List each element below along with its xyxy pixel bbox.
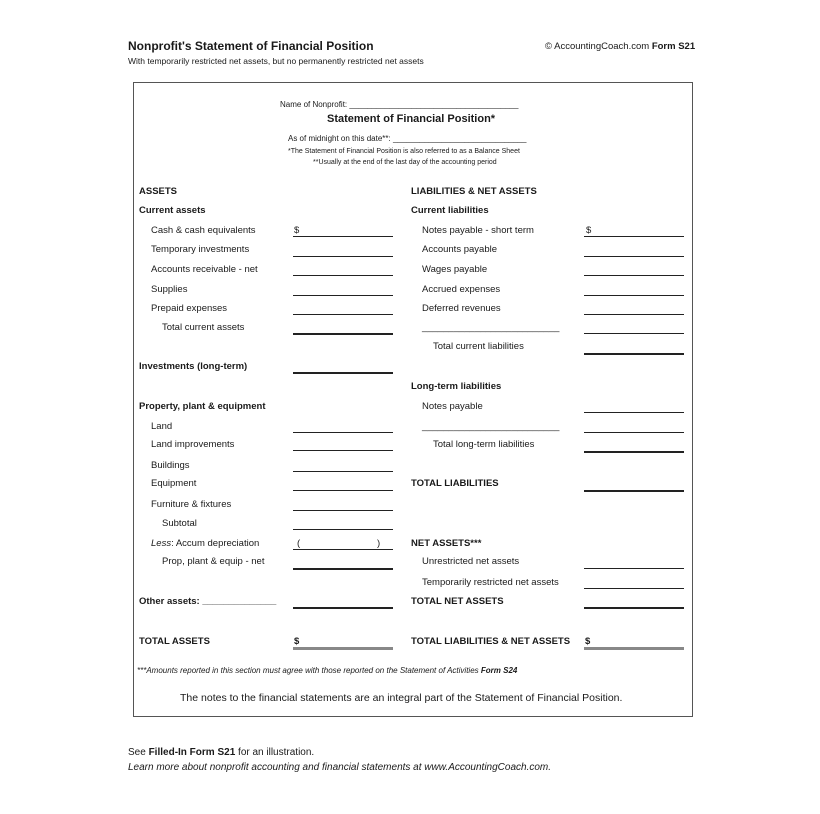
current-assets-heading: Current assets xyxy=(139,205,206,216)
total-liabilities-label: TOTAL LIABILITIES xyxy=(411,478,499,489)
supplies-line[interactable] xyxy=(293,295,393,296)
cash-label: Cash & cash equivalents xyxy=(151,225,256,236)
wages-payable-line[interactable] xyxy=(584,275,684,276)
notes-payable-short-label: Notes payable - short term xyxy=(422,225,534,236)
unrestricted-net-assets-label: Unrestricted net assets xyxy=(422,556,520,567)
name-of-nonprofit-field: Name of Nonprofit: ______________________________________ xyxy=(280,100,519,109)
net-assets-heading: NET ASSETS*** xyxy=(411,538,482,549)
accum-depreciation-label xyxy=(151,538,259,549)
subtotal-label: Subtotal xyxy=(162,518,197,529)
liabilities-net-assets-heading: LIABILITIES & NET ASSETS xyxy=(411,186,537,197)
notes-payable-line[interactable] xyxy=(584,412,684,413)
footnote-period: **Usually at the end of the last day of the accounting period xyxy=(313,159,497,166)
accum-depreciation-text: : Accum depreciation xyxy=(171,538,260,549)
buildings-line[interactable] xyxy=(293,471,393,472)
as-of-date-field: As of midnight on this date**: ______________________________ xyxy=(288,134,527,143)
amounts-footnote xyxy=(137,666,517,675)
cash-amount-line[interactable] xyxy=(293,236,393,237)
equipment-label: Equipment xyxy=(151,478,197,489)
form-box xyxy=(133,82,693,717)
notes-payable-label: Notes payable xyxy=(422,401,483,412)
total-net-assets-label: TOTAL NET ASSETS xyxy=(411,596,504,607)
total-current-liabilities-label: Total current liabilities xyxy=(433,341,524,352)
total-net-assets-line[interactable] xyxy=(584,607,684,609)
form-id: Form S21 xyxy=(651,41,696,52)
total-current-assets-label: Total current assets xyxy=(162,322,245,333)
amounts-footnote-text: ***Amounts reported in this section must agree with those reported on the Statement of Activities xyxy=(137,666,481,675)
total-current-assets-line[interactable] xyxy=(293,333,393,335)
total-current-liabilities-line[interactable] xyxy=(584,353,684,355)
accounts-payable-label: Accounts payable xyxy=(422,244,497,255)
wages-payable-label: Wages payable xyxy=(422,264,488,275)
page-subtitle: With temporarily restricted net assets, but no permanently restricted net assets xyxy=(128,56,424,66)
cash-dollar-sign: $ xyxy=(294,225,300,236)
temporary-investments-line[interactable] xyxy=(293,256,393,257)
total-liab-net-assets-label: TOTAL LIABILITIES & NET ASSETS xyxy=(411,636,571,647)
assets-heading: ASSETS xyxy=(139,186,178,197)
ppe-net-label: Prop, plant & equip - net xyxy=(162,556,265,567)
ppe-heading: Property, plant & equipment xyxy=(139,401,266,412)
see-suffix: for an illustration. xyxy=(235,747,315,758)
other-longterm-blank[interactable]: __________________________ xyxy=(422,421,560,432)
accounts-receivable-line[interactable] xyxy=(293,275,393,276)
page-title: Nonprofit's Statement of Financial Position xyxy=(128,39,374,53)
ppe-net-line[interactable] xyxy=(293,568,393,570)
temporary-investments-label: Temporary investments xyxy=(151,244,250,255)
temp-restricted-net-assets-label: Temporarily restricted net assets xyxy=(422,577,559,588)
subtotal-line[interactable] xyxy=(293,529,393,530)
see-prefix: See xyxy=(128,747,149,758)
accum-depreciation-line[interactable] xyxy=(293,549,393,550)
accrued-expenses-line[interactable] xyxy=(584,295,684,296)
furniture-line[interactable] xyxy=(293,510,393,511)
unrestricted-net-assets-line[interactable] xyxy=(584,568,684,569)
total-longterm-liabilities-line[interactable] xyxy=(584,451,684,453)
equipment-line[interactable] xyxy=(293,490,393,491)
deferred-revenues-line[interactable] xyxy=(584,314,684,315)
less-label: Less xyxy=(151,538,172,549)
copyright-text: © AccountingCoach.com xyxy=(545,41,650,52)
total-liab-net-line[interactable] xyxy=(584,647,684,650)
other-current-liability-line[interactable] xyxy=(584,333,684,334)
total-assets-label: TOTAL ASSETS xyxy=(139,636,210,647)
copyright-block xyxy=(545,41,695,52)
temp-restricted-net-assets-line[interactable] xyxy=(584,588,684,589)
total-assets-dollar: $ xyxy=(294,636,300,647)
investments-line[interactable] xyxy=(293,372,393,374)
notes-statement: The notes to the financial statements are an integral part of the Statement of Financial Position. xyxy=(180,692,623,704)
paren-open: ( xyxy=(297,538,301,549)
notes-short-line[interactable] xyxy=(584,236,684,237)
investments-label: Investments (long-term) xyxy=(139,361,248,372)
land-label: Land xyxy=(151,421,173,432)
other-assets-line[interactable] xyxy=(293,607,393,609)
prepaid-expenses-label: Prepaid expenses xyxy=(151,303,228,314)
notes-short-dollar: $ xyxy=(586,225,592,236)
other-longterm-line[interactable] xyxy=(584,432,684,433)
land-line[interactable] xyxy=(293,432,393,433)
amounts-form-ref: Form S24 xyxy=(480,666,518,675)
total-assets-line[interactable] xyxy=(293,647,393,650)
longterm-liabilities-heading: Long-term liabilities xyxy=(411,381,502,392)
footnote-balance-sheet: *The Statement of Financial Position is also referred to as a Balance Sheet xyxy=(288,148,520,155)
land-improvements-label: Land improvements xyxy=(151,439,235,450)
accounts-payable-line[interactable] xyxy=(584,256,684,257)
buildings-label: Buildings xyxy=(151,460,190,471)
total-longterm-liabilities-label: Total long-term liabilities xyxy=(433,439,535,450)
statement-title: Statement of Financial Position* xyxy=(327,113,496,125)
current-liabilities-heading: Current liabilities xyxy=(411,205,489,216)
paren-close: ) xyxy=(377,538,381,549)
other-current-liability-blank[interactable]: __________________________ xyxy=(422,322,560,333)
accounts-receivable-label: Accounts receivable - net xyxy=(151,264,258,275)
other-assets-field: Other assets: ______________ xyxy=(139,596,277,607)
learn-more-text: Learn more about nonprofit accounting and financial statements at www.AccountingCoach.com. xyxy=(128,762,552,773)
deferred-revenues-label: Deferred revenues xyxy=(422,303,501,314)
filled-in-form-link[interactable]: Filled-In Form S21 xyxy=(148,747,236,758)
see-filled-in xyxy=(128,747,314,758)
prepaid-expenses-line[interactable] xyxy=(293,314,393,315)
total-liab-net-dollar: $ xyxy=(585,636,591,647)
furniture-label: Furniture & fixtures xyxy=(151,499,232,510)
supplies-label: Supplies xyxy=(151,284,188,295)
accrued-expenses-label: Accrued expenses xyxy=(422,284,501,295)
total-liabilities-line[interactable] xyxy=(584,490,684,492)
land-improvements-line[interactable] xyxy=(293,450,393,451)
